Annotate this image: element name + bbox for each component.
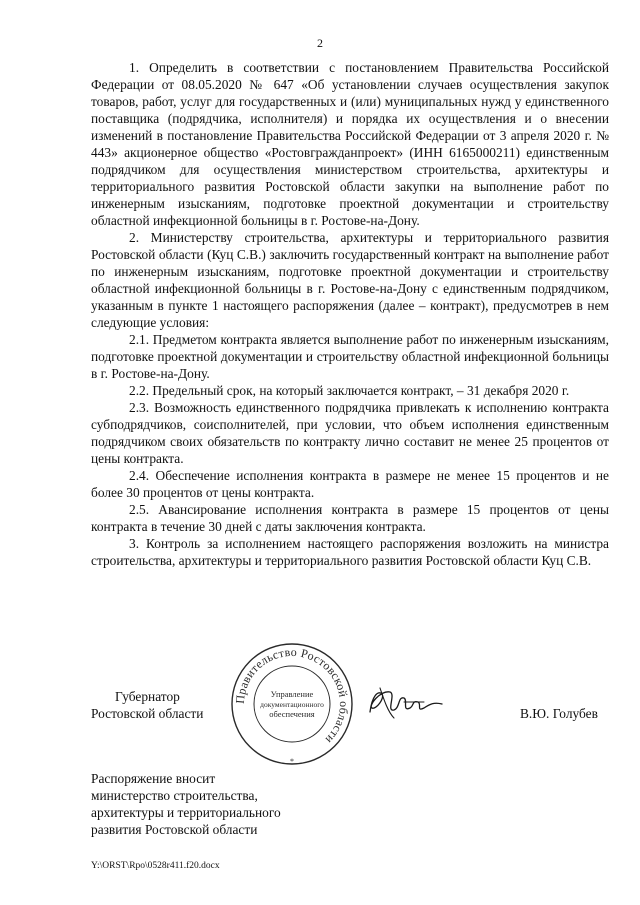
official-seal-stamp: [228, 640, 356, 768]
svg-text:*: *: [290, 757, 294, 766]
paragraph-2-2: 2.2. Предельный срок, на который заключается контракт, – 31 декабря 2020 г.: [129, 383, 570, 398]
stamp-line-1: Управление: [270, 689, 314, 699]
paragraph-2-5: 2.5. Авансирование исполнения контракта в размере 15 процентов от цены контракта в течение 30 дней с даты заключения контракта.: [91, 502, 609, 534]
paragraph-3: 3. Контроль за исполнением настоящего распоряжения возложить на министра строительства, архитектуры и территориального развития Ростовской области Куц С.В.: [91, 536, 609, 568]
signer-title-line2: Ростовской области: [91, 706, 204, 721]
stamp-line-3: обеспечения: [269, 709, 315, 719]
paragraph-1: 1. Определить в соответствии с постановлением Правительства Российской Федерации от 08.05.2020 № 647 «Об установлении случаев осуществления закупок товаров, работ, услуг для государственных и (или) муниципальных нужд у единственного поставщика (подрядчика, исполнителя) и порядка их осуществления и о внесении изменений в постановление Правительства Российской Федерации от 3 апреля 2020 г. № 443» акционерное общество «Ростовгражданпроект» (ИНН 6165000211) единственным подрядчиком для осуществления министерством строительства, архитектуры и территориального развития Ростовской области закупки на выполнение работ по инженерным изысканиям, подготовке проектной документации и строительству областной инфекционной больницы в г. Ростове-на-Дону.: [91, 60, 609, 228]
stamp-line-2: документационного: [260, 700, 324, 709]
stamp-ring-text: Правительство Ростовской области: [232, 644, 352, 747]
signer-name: В.Ю. Голубев: [520, 706, 598, 721]
file-path: Y:\ORST\Rpo\0528r411.f20.docx: [91, 861, 220, 871]
paragraph-2: 2. Министерству строительства, архитектуры и территориального развития Ростовской области (Куц С.В.) заключить государственный контракт на выполнение работ по инженерным изысканиям, подготовке проектной документации и строительству областной инфекционной больницы в г. Ростове-на-Дону с единственным подрядчиком, указанным в пункте 1 настоящего распоряжения (далее – контракт), предусмотрев в нем следующие условия:: [91, 230, 609, 330]
submitted-by-line2: министерство строительства,: [91, 788, 258, 803]
document-body: [91, 59, 609, 569]
page-number: 2: [317, 36, 323, 50]
paragraph-2-1: 2.1. Предметом контракта является выполнение работ по инженерным изысканиям, подготовке проектной документации и строительству областной инфекционной больницы в г. Ростове-на-Дону.: [91, 332, 609, 381]
paragraph-2-4: 2.4. Обеспечение исполнения контракта в размере не менее 15 процентов и не более 30 процентов от цены контракта.: [91, 468, 609, 500]
signer-title-line1: Губернатор: [115, 689, 180, 704]
submitted-by-line4: развития Ростовской области: [91, 822, 258, 837]
submitted-by-line1: Распоряжение вносит: [91, 771, 216, 786]
submitted-by-line3: архитектуры и территориального: [91, 805, 281, 820]
submitted-by-note: [91, 770, 281, 838]
signer-title: [91, 688, 203, 722]
handwritten-signature: [364, 682, 446, 722]
paragraph-2-3: 2.3. Возможность единственного подрядчика привлекать к исполнению контракта субподрядчиков, соисполнителей, при условии, что объем исполнения единственным подрядчиком своих обязательств по контракту лично составит не менее 25 процентов от цены контракта.: [91, 400, 609, 466]
signature-block: [0, 640, 640, 780]
